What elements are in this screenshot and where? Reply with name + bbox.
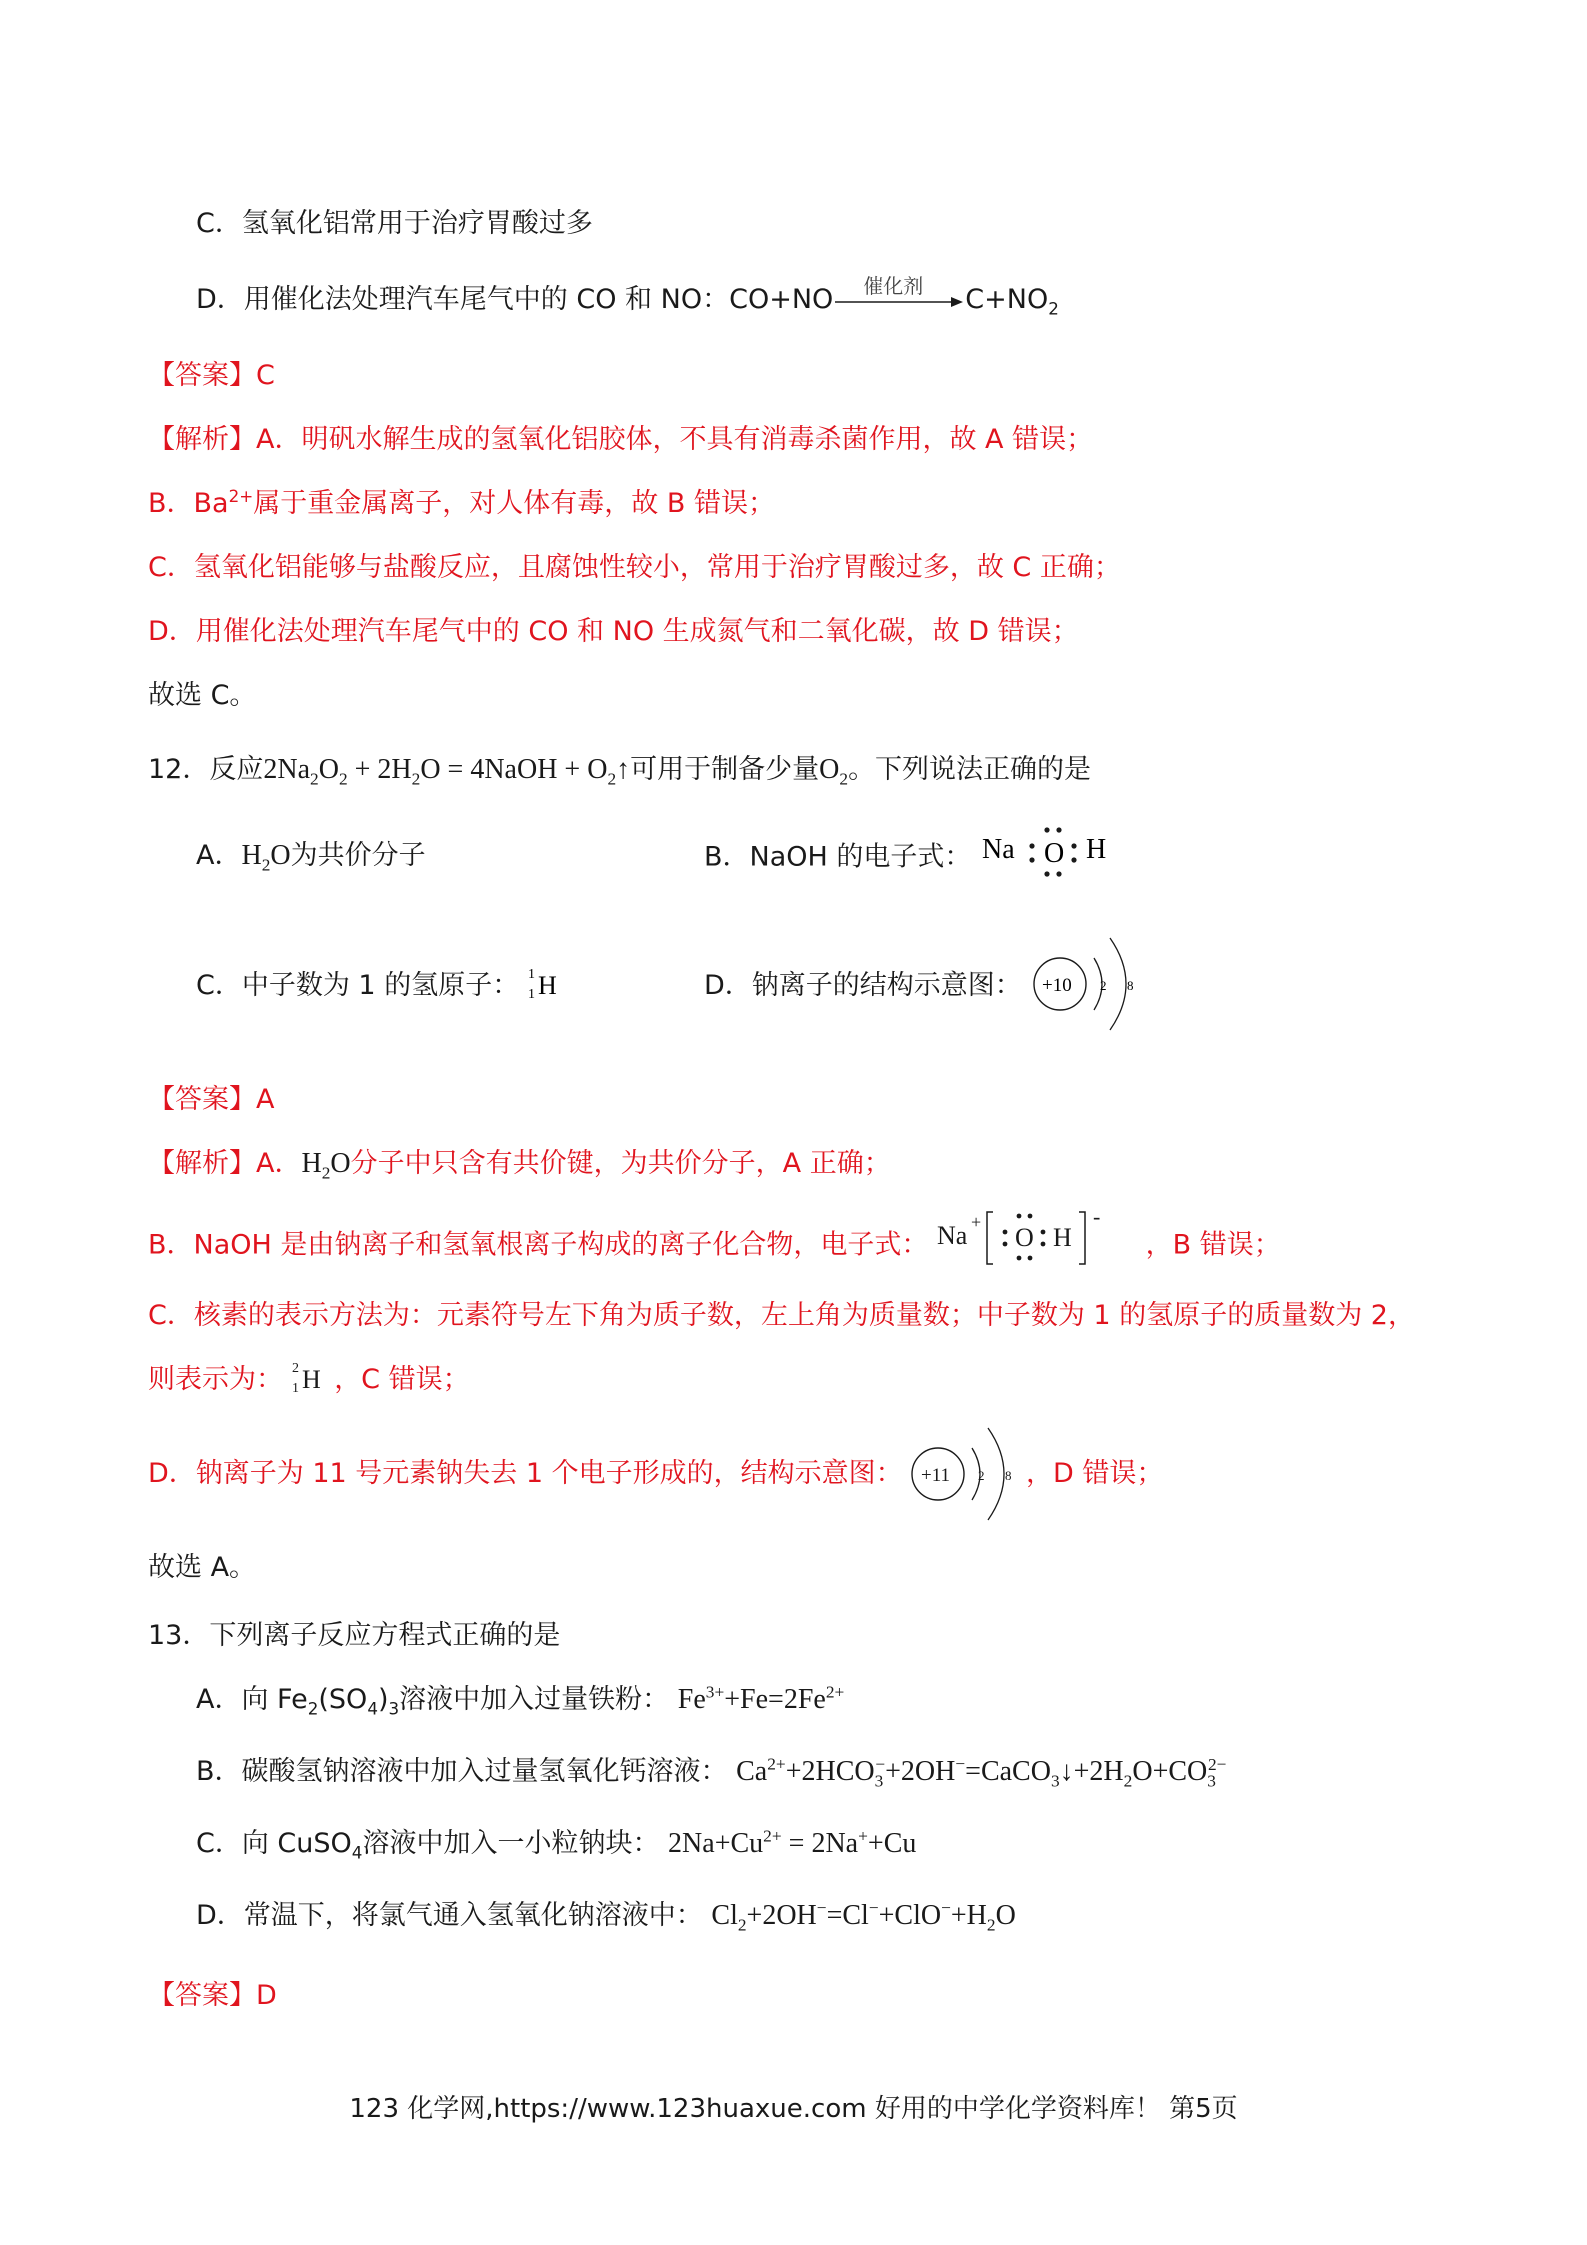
q12-analysis-d-suffix: ，D 错误； (1026, 1458, 1164, 1489)
sodium-ion-structure-diagram (1030, 918, 1140, 1048)
q11-analysis-a: 【解析】A．明矾水解生成的氢氧化铝胶体，不具有消毒杀菌作用，故 A 错误； (148, 424, 1094, 455)
svg-text:2: 2 (1100, 978, 1107, 993)
svg-text:O: O (1044, 838, 1065, 869)
q11-option-d-rhs: $C+NO_2$ (965, 284, 1059, 319)
svg-text:8: 8 (1005, 1468, 1012, 1483)
svg-text:Na: Na (937, 1221, 968, 1250)
svg-text:1: 1 (291, 1380, 299, 1396)
hydrogen-nuclide-2-1-diagram (292, 1358, 326, 1398)
q12-analysis-c-line1: C．核素的表示方法为：元素符号左下角为质子数，左上角为质量数；中子数为 1 的氢原子的质量数为 2， (148, 1300, 1415, 1331)
q13-option-c: C．向 CuSO$_4$溶液中加入一小粒钠块： $2Na+Cu^{2+} = 2Na^++Cu$ (196, 1826, 917, 1863)
q12-stem: 12．反应$2Na_2O_2 + 2H_2O$ = 4NaOH + $O_2↑$可用于制备少量$O_2$。下列说法正确的是 (148, 754, 1092, 789)
answer-value: D (256, 1980, 277, 2011)
q12-analysis-c-line2: 则表示为： 2 1 H ，C 错误； (148, 1362, 470, 1398)
svg-text:2: 2 (978, 1468, 985, 1483)
q13-option-d: D．常温下，将氯气通入氢氧化钠溶液中： $Cl_2+2OH^-=Cl^-+ClO^-+H_2O$ (196, 1898, 1016, 1935)
svg-text:8: 8 (1127, 978, 1134, 993)
q13-answer (148, 1978, 277, 2014)
q11-conclusion: 故选 C。 (148, 680, 257, 711)
naoh-ionic-electron-formula-diagram (937, 1200, 1137, 1272)
q13-option-b: B．碳酸氢钠溶液中加入过量氢氧化钙溶液： $Ca^{2+}+2HCO_3^-+2OH^-=CaCO_3↓+2H_2O+CO_3^{2-}$ (196, 1754, 1227, 1791)
q11-answer (148, 358, 275, 394)
q13-option-a: A．向 $Fe_2(SO_4)_3$溶液中加入过量铁粉： $Fe^{3+}+Fe=2Fe^{2+}$ (196, 1682, 845, 1719)
svg-text:+11: +11 (921, 1465, 951, 1486)
q12-analysis-b: B．NaOH 是由钠离子和氢氧根离子构成的离子化合物，电子式： Na + O H - ，B 错误； (148, 1220, 1281, 1272)
q12-answer (148, 1082, 274, 1118)
q11-option-d-lhs: CO+NO (729, 284, 834, 315)
q12-option-c: C．中子数为 1 的氢原子： 1 1 H (196, 968, 562, 1004)
q11-analysis-c: C．氢氧化铝能够与盐酸反应，且腐蚀性较小，常用于治疗胃酸过多，故 C 正确； (148, 552, 1121, 583)
catalyst-label: 催化剂 (863, 274, 924, 298)
q13-stem: 13．下列离子反应方程式正确的是 (148, 1620, 561, 1651)
answer-value: C (256, 360, 275, 391)
answer-label: 【答案】 (148, 360, 256, 391)
q11-option-c: C．氢氧化铝常用于治疗胃酸过多 (196, 208, 593, 239)
svg-text:H: H (1053, 1223, 1072, 1252)
svg-text:H: H (1086, 834, 1107, 865)
svg-text:-: - (1093, 1204, 1101, 1229)
q12-option-b: B．NaOH 的电子式： Na O H (704, 836, 1120, 880)
answer-label: 【答案】 (148, 1980, 256, 2011)
q12-analysis-d: D．钠离子为 11 号元素钠失去 1 个电子形成的，结构示意图： (148, 1458, 903, 1489)
answer-label: 【答案】 (148, 1084, 256, 1115)
svg-text:H: H (537, 970, 557, 1000)
svg-text:1: 1 (527, 966, 535, 982)
q12-conclusion: 故选 A。 (148, 1552, 257, 1583)
svg-text:+: + (971, 1212, 982, 1232)
q12-option-a: A．$H_2O$为共价分子 (196, 840, 426, 875)
sodium-ion-structure-diagram-analysis (908, 1408, 1018, 1538)
svg-text:+10: +10 (1042, 975, 1072, 996)
naoh-electron-formula-diagram (980, 820, 1120, 880)
answer-value: A (256, 1084, 275, 1115)
page-footer: 123 化学网,https://www.123huaxue.com 好用的中学化学资料库！ 第5页 (349, 2094, 1238, 2124)
q11-analysis-d: D．用催化法处理汽车尾气中的 CO 和 NO 生成氮气和二氧化碳，故 D 错误； (148, 616, 1079, 647)
q12-equation: $2Na_2O_2 + 2H_2O$ = 4NaOH + $O_2↑$ (263, 754, 631, 789)
q12-analysis-a: 【解析】A．$H_2O$分子中只含有共价键，为共价分子，A 正确； (148, 1148, 891, 1183)
svg-text:H: H (301, 1364, 321, 1394)
q11-analysis-b: B．$Ba^{2+}$属于重金属离子，对人体有毒，故 B 错误； (148, 486, 775, 519)
hydrogen-nuclide-1-1-diagram (528, 964, 562, 1004)
svg-text:2: 2 (291, 1360, 299, 1376)
arrow-icon (833, 282, 965, 318)
svg-text:Na: Na (982, 834, 1015, 865)
q12-option-d: D．钠离子的结构示意图： (704, 970, 1022, 1001)
svg-text:1: 1 (527, 986, 535, 1002)
catalyst-arrow (833, 274, 965, 318)
q11-option-d-text: D．用催化法处理汽车尾气中的 CO 和 NO： (196, 284, 730, 315)
svg-text:O: O (1015, 1223, 1034, 1252)
q11-option-d (196, 274, 1059, 319)
